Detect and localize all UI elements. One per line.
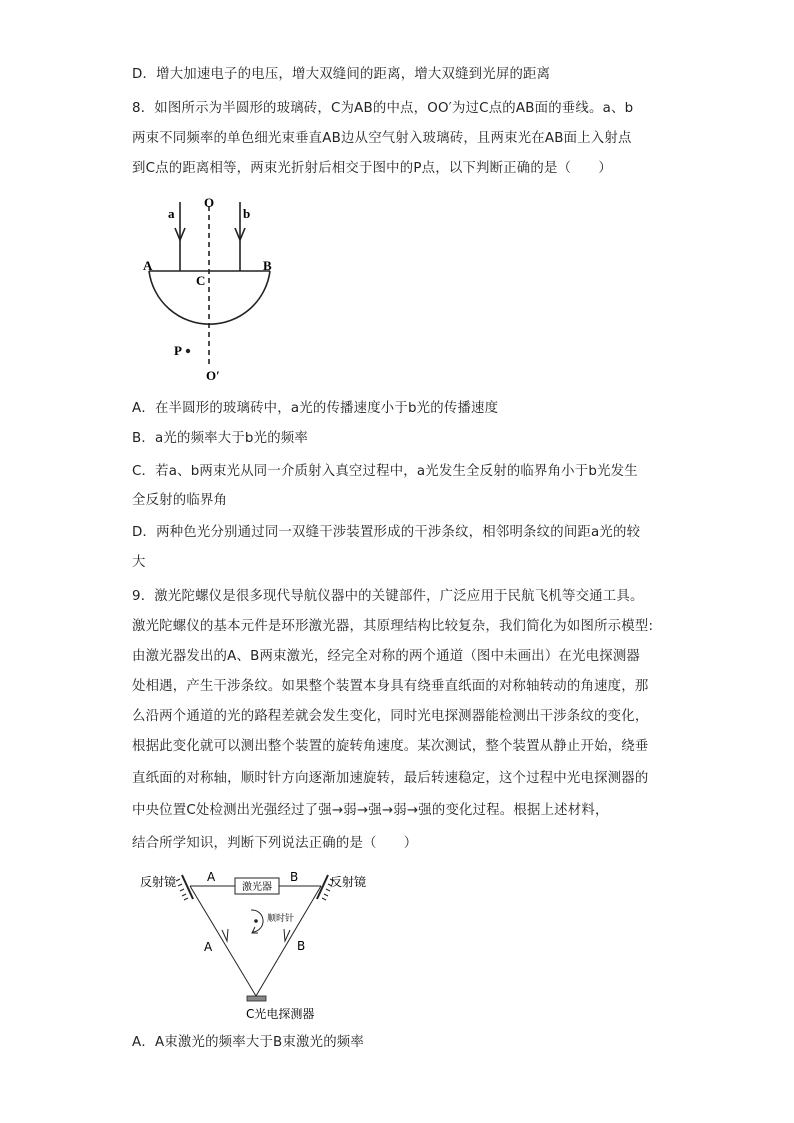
q9-stem-line8: 中央位置C处检测出光强经过了强→弱→强→弱→强的变化过程。根据上述材料， bbox=[132, 803, 609, 818]
label-o: O bbox=[204, 195, 215, 210]
laser-label: 激光器 bbox=[242, 882, 272, 893]
semicircle-glass-figure bbox=[140, 192, 290, 387]
beam-b-side-label: B bbox=[297, 939, 306, 953]
q9-stem-line9: 结合所学知识，判断下列说法正确的是（ ） bbox=[132, 836, 418, 851]
q9-stem-line3: 由激光器发出的A、B两束激光，经完全对称的两个通道（图中未画出）在光电探测器 bbox=[132, 649, 641, 664]
q9-option-a: A．A束激光的频率大于B束激光的频率 bbox=[132, 1035, 364, 1050]
q8-option-d-line2: 大 bbox=[132, 555, 146, 570]
label-a-point: A bbox=[143, 258, 153, 273]
point-p bbox=[186, 349, 190, 353]
beam-b-top-label: B bbox=[290, 870, 299, 884]
beam-left-arrow-icon bbox=[222, 929, 228, 941]
q9-stem-line6: 根据此变化就可以测出整个装置的旋转角速度。某次测试，整个装置从静止开始，绕垂 bbox=[132, 739, 649, 754]
q7-option-d: D．增大加速电子的电压，增大双缝间的距离，增大双缝到光屏的距离 bbox=[132, 67, 551, 82]
q8-option-c-line2: 全反射的临界角 bbox=[132, 493, 228, 508]
label-b: b bbox=[243, 206, 251, 221]
q8-option-a: A．在半圆形的玻璃砖中，a光的传播速度小于b光的传播速度 bbox=[132, 401, 499, 416]
q8-stem-line3: 到C点的距离相等，两束光折射后相交于图中的P点，以下判断正确的是（ ） bbox=[132, 161, 612, 176]
label-o-prime: O′ bbox=[206, 368, 220, 383]
q8-stem-line1: 8．如图所示为半圆形的玻璃砖，C为AB的中点，OO′为过C点的AB面的垂线。a、b bbox=[132, 101, 634, 116]
detector-box bbox=[247, 996, 266, 1001]
label-c: C bbox=[196, 273, 206, 288]
q9-stem-line4: 处相遇，产生干涉条纹。如果整个装置本身具有绕垂直纸面的对称轴转动的角速度，那 bbox=[132, 679, 649, 694]
beam-a-top-label: A bbox=[207, 870, 216, 884]
q9-stem-line2: 激光陀螺仪的基本元件是环形激光器，其原理结构比较复杂，我们简化为如图所示模型: bbox=[132, 619, 654, 634]
label-b-point: B bbox=[263, 258, 272, 273]
beam-left-side bbox=[190, 886, 256, 996]
q8-option-c-line1: C．若a、b两束光从同一介质射入真空过程中，a光发生全反射的临界角小于b光发生 bbox=[132, 464, 638, 479]
q8-option-d-line1: D．两种色光分别通过同一双缝干涉装置形成的干涉条纹，相邻明条纹的间距a光的较 bbox=[132, 525, 641, 540]
rotation-label: 顺时针 bbox=[267, 914, 295, 924]
laser-gyroscope-figure bbox=[134, 866, 384, 1026]
label-a: a bbox=[168, 206, 175, 221]
q9-stem-line1: 9．激光陀螺仪是很多现代导航仪器中的关键部件，广泛应用于民航飞机等交通工具。 bbox=[132, 589, 644, 604]
q8-option-b: B．a光的频率大于b光的频率 bbox=[132, 431, 308, 446]
q9-stem-line5: 么沿两个通道的光的路程差就会发生变化，同时光电探测器能检测出干涉条纹的变化， bbox=[132, 709, 649, 724]
mirror-left-label: 反射镜 bbox=[140, 875, 177, 889]
beam-right-side bbox=[256, 886, 321, 996]
detector-label: C光电探测器 bbox=[246, 1007, 315, 1021]
rotation-center bbox=[254, 919, 258, 923]
beam-a-side-label: A bbox=[204, 940, 213, 954]
label-p: P bbox=[174, 343, 182, 358]
q9-stem-line7: 直纸面的对称轴，顺时针方向逐渐加速旋转，最后转速稳定，这个过程中光电探测器的 bbox=[132, 771, 649, 786]
mirror-right-label: 反射镜 bbox=[330, 875, 367, 889]
q8-stem-line2: 两束不同频率的单色细光束垂直AB边从空气射入玻璃砖，且两束光在AB面上入射点 bbox=[132, 131, 632, 146]
